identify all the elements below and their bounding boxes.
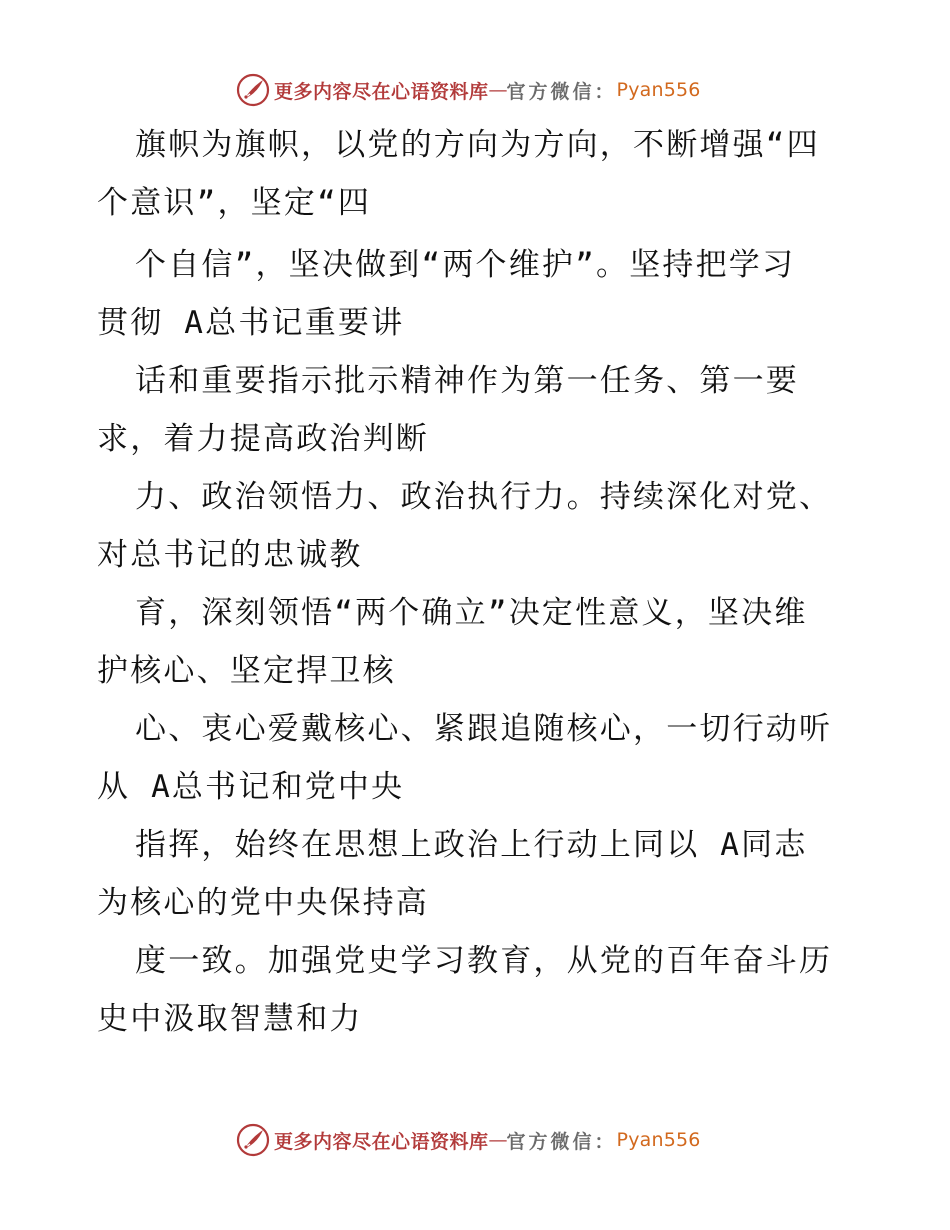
body-line: 度一致。加强党史学习教育，从党的百年奋斗历 bbox=[135, 943, 833, 979]
quill-pen-logo-icon bbox=[236, 73, 270, 107]
body-line: 指挥，始终在思想上政治上行动上同以 A同志 bbox=[135, 827, 808, 863]
watermark-brand-text: 更多内容尽在心语资料库 bbox=[274, 80, 489, 103]
watermark-dash: — bbox=[488, 1129, 507, 1151]
body-line: 从 A总书记和党中央 bbox=[97, 769, 405, 805]
watermark-wechat-label: 官方微信： bbox=[506, 1130, 617, 1153]
body-line: 护核心、坚定捍卫核 bbox=[97, 653, 396, 689]
body-line: 个意识”，坚定“四 bbox=[97, 185, 372, 221]
watermark-brand-text: 更多内容尽在心语资料库 bbox=[274, 1130, 489, 1153]
body-line: 心、衷心爱戴核心、紧跟追随核心，一切行动听 bbox=[135, 711, 833, 747]
body-line: 史中汲取智慧和力 bbox=[97, 1001, 363, 1037]
body-line: 为核心的党中央保持高 bbox=[97, 885, 429, 921]
body-line: 力、政治领悟力、政治执行力。持续深化对党、 bbox=[135, 479, 833, 515]
body-line: 个自信”，坚决做到“两个维护”。坚持把学习 bbox=[135, 247, 796, 283]
watermark-dash: — bbox=[488, 79, 507, 101]
body-line: 旗帜为旗帜，以党的方向为方向，不断增强“四 bbox=[135, 127, 820, 163]
watermark-wechat-id: Pyan556 bbox=[616, 1129, 701, 1151]
body-line: 贯彻 A总书记重要讲 bbox=[97, 305, 405, 341]
header-watermark bbox=[236, 72, 701, 108]
body-line: 话和重要指示批示精神作为第一任务、第一要 bbox=[135, 363, 799, 399]
quill-pen-logo-icon bbox=[236, 1123, 270, 1157]
watermark-wechat-id: Pyan556 bbox=[616, 79, 701, 101]
body-line: 育，深刻领悟“两个确立”决定性意义，坚决维 bbox=[135, 595, 808, 631]
watermark-wechat-label: 官方微信： bbox=[506, 80, 617, 103]
body-line: 对总书记的忠诚教 bbox=[97, 537, 363, 573]
footer-watermark bbox=[236, 1122, 701, 1158]
body-line: 求，着力提高政治判断 bbox=[97, 421, 429, 457]
